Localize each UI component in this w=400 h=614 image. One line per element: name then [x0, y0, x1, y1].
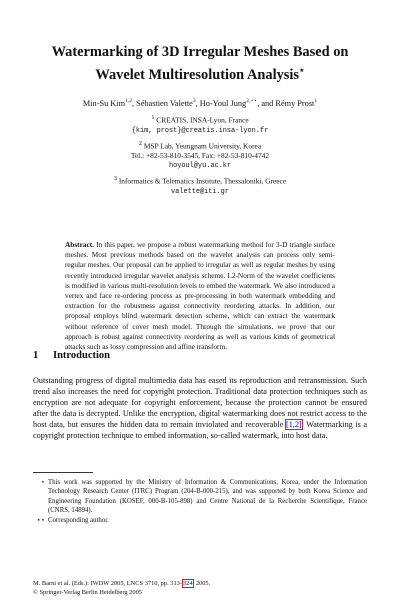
author-affiliation-mark: 3 [192, 98, 196, 104]
footnote-mark: ⋆⋆ [36, 516, 45, 524]
section-number: 1 [33, 350, 39, 361]
author-list [10, 96, 390, 109]
abstract-label: Abstract. [65, 240, 94, 249]
affiliation-email: hoyoul@yu.ac.kr [168, 162, 232, 171]
abstract [65, 240, 335, 352]
affiliation-email: {kim, prost}@creatis.insa-lyon.fr [131, 126, 269, 135]
affiliation-name-line [20, 174, 380, 187]
title-line-2-text: Wavelet Multiresolution Analysis [95, 66, 299, 83]
affiliation-mark: 2 [138, 140, 142, 147]
title-line-1: Watermarking of 3D Irregular Meshes Based on [51, 44, 349, 60]
author-separator: , and [257, 98, 276, 108]
publication-text: M. Barni et al. (Eds.): IWDW 2005, LNCS 3710, pp. 313– [33, 580, 184, 587]
affiliation [20, 139, 380, 172]
publication-text-end: , 2005. [192, 580, 211, 587]
author-name: Sébastien Valette [136, 98, 193, 108]
intro-text-continued: . Watermarking is a copyright protection technique to embed information, so-called watermark, into host data. [33, 420, 367, 440]
affiliation-list [20, 113, 380, 197]
author-name: Ho-Youl Jung [199, 98, 247, 108]
affiliation-mark: 1 [151, 115, 155, 121]
footnote-mark: ⋆ [40, 479, 45, 486]
affiliation-mark: 3 [113, 176, 117, 183]
page-range-link[interactable]: 324 [183, 580, 193, 587]
affiliation-text: Informatics & Telematics Institute, Thessaloniki, Greece [118, 176, 287, 186]
footnote [33, 478, 367, 516]
section-title: Introduction [53, 350, 110, 361]
footnote-text: This work was supported by the Ministry of Information & Communications, Korea, under the Information Technology Research Center (ITRC) Program (204-B-000-215), and was supported by both Korea Science and Engineering Foundation (KOSEF, 000-B-105-898) and Centre National de la Recherche Scientifique, France (CNRS, 14894). [48, 479, 367, 515]
paper-title [20, 43, 380, 84]
author-name: Min-Su Kim [82, 98, 126, 108]
intro-text: Outstanding progress of digital multimedia data has eased its reproduction and retransmission. Such trend also increases the need for copyright protection. Traditional data protection techniques such as encryption are not adequate for copyright enforcement, because the protection cannot be ensured after the data is decrypted. Unlike the encryption, digital watermarking does not restrict access to the host data, but ensures the hidden data to remain inviolated and recoverable [33, 376, 367, 429]
author-affiliation-mark: 1 [314, 98, 318, 104]
publication-info [33, 579, 367, 597]
affiliation-name-line [20, 139, 380, 152]
intro-paragraph [33, 375, 367, 441]
author-affiliation-mark: 2,⋆⋆ [246, 98, 258, 104]
affiliation-email: valette@iti.gr [171, 187, 229, 196]
affiliation-name-line [20, 113, 380, 126]
citation-link[interactable]: [1,2] [285, 420, 302, 429]
footnote-text: Corresponding author. [48, 516, 109, 524]
affiliation-text: CREATIS, INSA-Lyon, France [156, 115, 249, 125]
title-footnote-mark: ⋆ [298, 65, 305, 75]
footnote [33, 516, 367, 525]
author-separator: , [195, 98, 200, 108]
affiliation [20, 174, 380, 197]
title-line-2 [20, 61, 380, 84]
affiliation [20, 113, 380, 136]
footnotes [33, 478, 367, 525]
author-separator: , [131, 98, 137, 108]
author-name: Rémy Prost [275, 98, 315, 108]
publication-citation [33, 579, 367, 588]
abstract-text: In this paper, we propose a robust watermarking method for 3-D triangle surface meshes. Most previous methods based on the wavelet analysis can process only semi-regular meshes. Our proposal can be applied to irregular as well as regular meshes by using recently introduced irregular wavelet analysis scheme. L2-Norm of the wavelet coefficients is modified in various multi-resolution levels to embed the watermark. We also introduced a vertex and face re-ordering process as pre-processing in both watermark embedding and extraction for the robustness against connectivity reordering attacks. In addition, our proposal employs blind watermark detection scheme, which can extract the watermark without reference of cover mesh model. Through the simulations, we prove that our approach is robust against connectivity reordering as well as various kinds of geometrical attacks such as lossy compression and affine transform. [65, 240, 335, 352]
section-heading [33, 350, 110, 361]
copyright-line: © Springer-Verlag Berlin Heidelberg 2005 [33, 589, 142, 596]
affiliation-contact-line: Tel.: +82-53-810-3545, Fax: +82-53-810-4742 [130, 151, 270, 161]
author-affiliation-mark: 1,2 [125, 98, 132, 104]
footnote-rule [33, 472, 93, 473]
affiliation-text: MSP Lab, Yeungnam University, Korea [143, 141, 262, 151]
